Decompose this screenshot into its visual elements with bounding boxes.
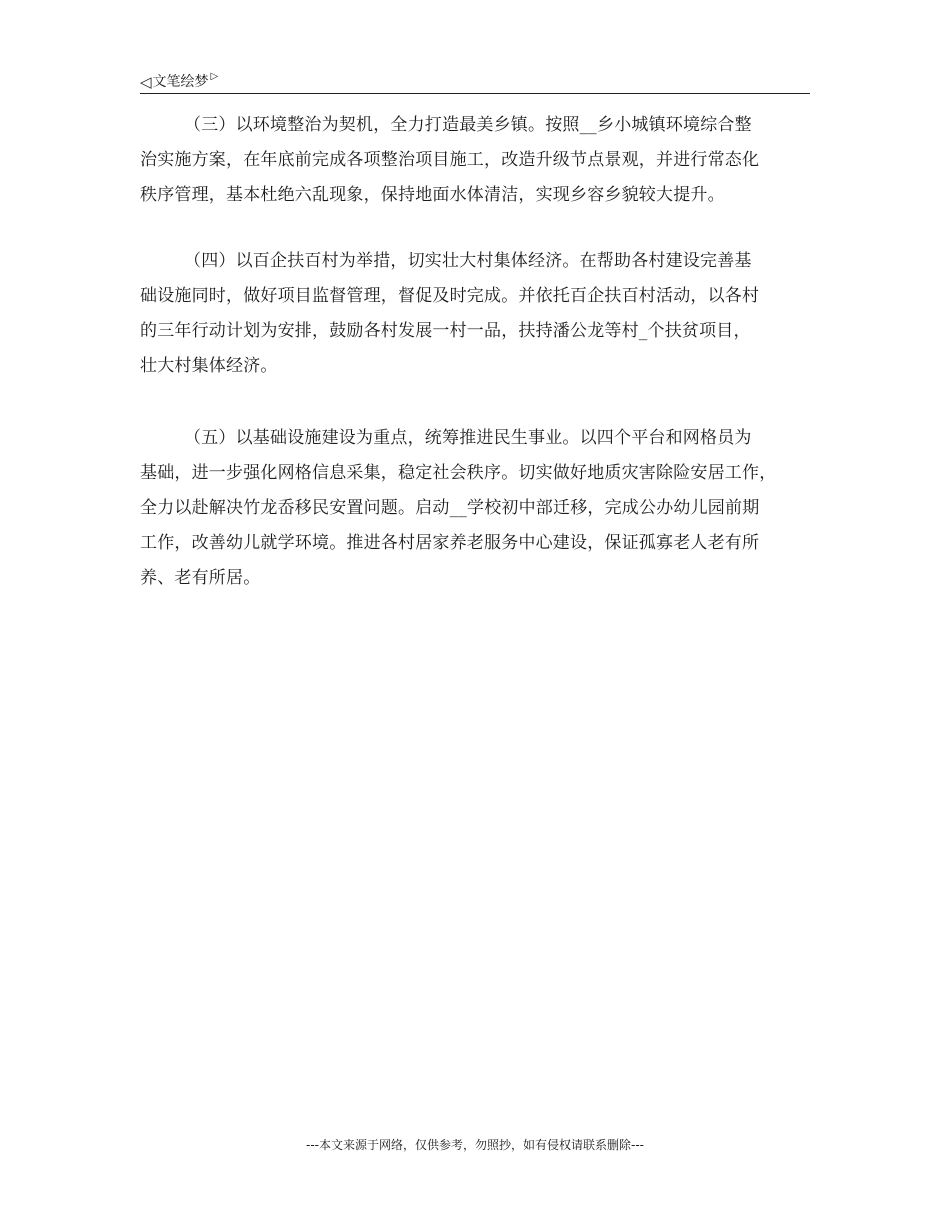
- paragraph-line: 工作，改善幼儿就学环境。推进各村居家养老服务中心建设，保证孤寡老人老有所: [140, 533, 760, 553]
- paragraph-line: 秩序管理，基本杜绝六乱现象，保持地面水体清洁，实现乡容乡貌较大提升。: [140, 185, 725, 205]
- paragraph-line: 基础，进一步强化网格信息采集，稳定社会秩序。切实做好地质灾害除险安居工作，: [140, 463, 777, 483]
- page-footer: ---本文来源于网络，仅供参考，勿照抄，如有侵权请联系删除---: [306, 1138, 644, 1152]
- page-header: [140, 72, 810, 94]
- paragraph-line: （四）以百企扶百村为举措，切实壮大村集体经济。在帮助各村建设完善基: [184, 251, 752, 271]
- paragraph-line: 治实施方案，在年底前完成各项整治项目施工，改造升级节点景观，并进行常态化: [140, 150, 760, 170]
- paragraph-line: 养、老有所居。: [140, 568, 261, 588]
- paragraph-5: [140, 421, 820, 596]
- left-triangle-icon: ◁: [140, 73, 152, 91]
- right-triangle-icon: ▷: [210, 71, 219, 82]
- paragraph-4: [140, 244, 820, 384]
- paragraph-line: 础设施同时，做好项目监督管理，督促及时完成。并依托百企扶百村活动，以各村: [140, 286, 760, 306]
- paragraph-line: 的三年行动计划为安排，鼓励各村发展一村一品，扶持潘公龙等村_个扶贫项目，: [140, 321, 751, 341]
- paragraph-line: 壮大村集体经济。: [140, 356, 278, 376]
- paragraph-line: （五）以基础设施建设为重点，统筹推进民生事业。以四个平台和网格员为: [184, 428, 752, 448]
- paragraph-line: 全力以赴解决竹龙岙移民安置问题。启动__学校初中部迁移，完成公办幼儿园前期: [140, 498, 760, 518]
- paragraph-3: [140, 108, 820, 213]
- paragraph-line: （三）以环境整治为契机，全力打造最美乡镇。按照__乡小城镇环境综合整: [184, 115, 752, 135]
- header-title: 文笔绘梦: [152, 74, 209, 90]
